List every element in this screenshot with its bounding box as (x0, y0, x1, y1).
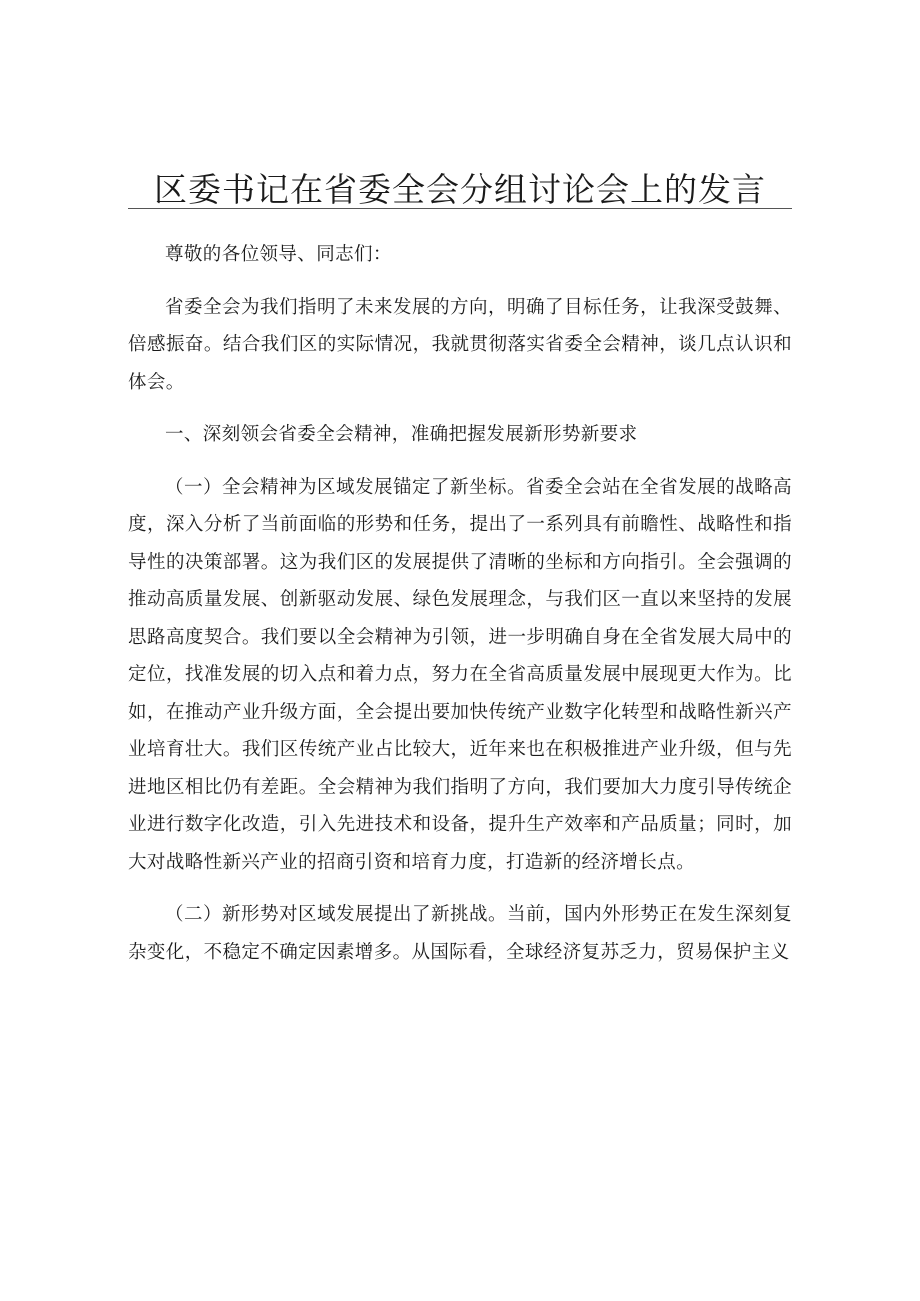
document-body (128, 236, 792, 971)
salutation: 尊敬的各位领导、同志们： (165, 244, 392, 265)
body-paragraph: （二）新形势对区域发展提出了新挑战。当前，国内外形势正在发生深刻复杂变化，不稳定不确定因素增多。从国际看，全球经济复苏乏力，贸易保护主义 (128, 904, 792, 963)
document-title: 区委书记在省委全会分组讨论会上的发言 (154, 170, 766, 209)
section-heading: 一、深刻领会省委全会精神，准确把握发展新形势新要求 (165, 424, 638, 445)
body-paragraph: （一）全会精神为区域发展锚定了新坐标。省委全会站在全省发展的战略高度，深入分析了当前面临的形势和任务，提出了一系列具有前瞻性、战略性和指导性的决策部署。这为我们区的发展提供了清晰的坐标和方向指引。全会强调的推动高质量发展、创新驱动发展、绿色发展理念，与我们区一直以来坚持的发展思路高度契合。我们要以全会精神为引领，进一步明确自身在全省发展大局中的定位，找准发展的切入点和着力点，努力在全省高质量发展中展现更大作为。比如，在推动产业升级方面，全会提出要加快传统产业数字化转型和战略性新兴产业培育壮大。我们区传统产业占比较大，近年来也在积极推进产业升级，但与先进地区相比仍有差距。全会精神为我们指明了方向，我们要加大力度引导传统企业进行数字化改造，引入先进技术和设备，提升生产效率和产品质量；同时，加大对战略性新兴产业的招商引资和培育力度，打造新的经济增长点。 (128, 476, 792, 873)
intro-paragraph: 省委全会为我们指明了未来发展的方向，明确了目标任务，让我深受鼓舞、倍感振奋。结合我们区的实际情况，我就贯彻落实省委全会精神，谈几点认识和体会。 (128, 296, 792, 393)
title-underline (128, 208, 792, 209)
